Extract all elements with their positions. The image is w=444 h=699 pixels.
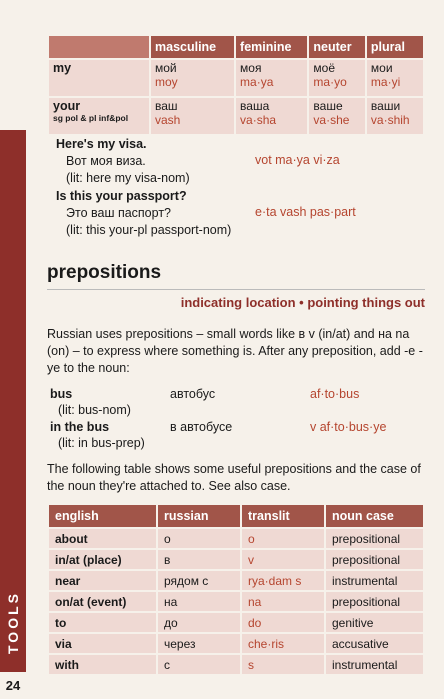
- prep-translit: rya·dam s: [242, 571, 324, 590]
- possessive-cell: [151, 60, 234, 96]
- table-row: [49, 571, 423, 590]
- prep-header: russian: [158, 505, 240, 527]
- prep-case: prepositional: [326, 550, 423, 569]
- example-question: Here's my visa.: [56, 137, 147, 151]
- prep-english: in/at (place): [49, 550, 156, 569]
- possessive-header: plural: [367, 36, 423, 58]
- possessive-header-blank: [49, 36, 149, 58]
- vocab-item: [50, 386, 131, 418]
- row-label-text: my: [53, 61, 72, 75]
- possessive-row-my: [49, 60, 423, 96]
- table-intro-paragraph: The following table shows some useful prepositions and the case of the noun they're attached to. See also case.: [47, 462, 421, 493]
- cyrillic: ваша: [240, 99, 270, 113]
- example-translit: e·ta vash pas·part: [255, 205, 356, 219]
- prep-russian: через: [158, 634, 240, 653]
- cyrillic: моё: [313, 61, 336, 75]
- vocab-english: in the bus: [50, 420, 110, 434]
- possessive-cell: [309, 60, 365, 96]
- prep-header: translit: [242, 505, 324, 527]
- table-row: [49, 655, 423, 674]
- prep-translit: s: [242, 655, 324, 674]
- vocab-literal: (lit: in bus-prep): [58, 436, 145, 450]
- intro-paragraph: Russian uses prepositions – small words like в v (in/at) and на na (on) – to express where something is. After any preposition, add -e -ye to the noun:: [47, 327, 423, 375]
- table-row: [49, 634, 423, 653]
- row-sublabel: sg pol & pl inf&pol: [53, 113, 129, 123]
- cyrillic: ваш: [155, 99, 178, 113]
- example-1: [56, 136, 190, 187]
- possessive-header: neuter: [309, 36, 365, 58]
- translit: ma·ya: [240, 75, 274, 89]
- prep-english: via: [49, 634, 156, 653]
- prep-case: accusative: [326, 634, 423, 653]
- section-subtitle: indicating location • pointing things out: [47, 289, 425, 310]
- prep-russian: о: [158, 529, 240, 548]
- prep-translit: o: [242, 529, 324, 548]
- prep-english: to: [49, 613, 156, 632]
- prep-translit: do: [242, 613, 324, 632]
- prep-case: instrumental: [326, 571, 423, 590]
- example-cyrillic: Вот моя виза.: [66, 154, 146, 168]
- translit: moy: [155, 75, 178, 89]
- prep-russian: с: [158, 655, 240, 674]
- vocab-translit: v af·to·bus·ye: [310, 420, 387, 434]
- table-row: [49, 550, 423, 569]
- prep-case: genitive: [326, 613, 423, 632]
- possessive-header-row: [49, 36, 423, 58]
- prep-english: about: [49, 529, 156, 548]
- page-number: 24: [0, 672, 26, 699]
- possessive-cell: [367, 98, 423, 134]
- translit: ma·yo: [313, 75, 347, 89]
- vocab-translit: af·to·bus: [310, 387, 360, 401]
- translit: va·sha: [240, 113, 277, 127]
- row-label: [49, 98, 149, 134]
- prep-header: english: [49, 505, 156, 527]
- cyrillic: ваши: [370, 99, 401, 113]
- prep-translit: na: [242, 592, 324, 611]
- translit: ma·yi: [370, 75, 401, 89]
- translit: vash: [155, 113, 181, 127]
- vocab-literal: (lit: bus-nom): [58, 403, 131, 417]
- row-label: [49, 60, 149, 96]
- cyrillic: ваше: [313, 99, 343, 113]
- prep-header: noun case: [326, 505, 423, 527]
- prep-case: prepositional: [326, 592, 423, 611]
- table-row: [49, 592, 423, 611]
- possessive-cell: [151, 98, 234, 134]
- possessive-cell: [236, 98, 307, 134]
- prep-english: with: [49, 655, 156, 674]
- translit: va·shih: [370, 113, 410, 127]
- vocab-cyrillic: в автобусе: [170, 420, 233, 434]
- example-translit: vot ma·ya vi·za: [255, 153, 340, 167]
- possessive-table: [47, 34, 425, 136]
- cyrillic: мой: [155, 61, 177, 75]
- prep-case: prepositional: [326, 529, 423, 548]
- prep-case: instrumental: [326, 655, 423, 674]
- possessive-cell: [236, 60, 307, 96]
- vocab-cyrillic: автобус: [170, 387, 216, 401]
- vocab-item: [50, 419, 145, 451]
- prep-header-row: [49, 505, 423, 527]
- side-tab-label: TOOLS: [5, 591, 21, 654]
- possessive-row-your: [49, 98, 423, 134]
- possessive-cell: [367, 60, 423, 96]
- example-literal: (lit: here my visa-nom): [66, 171, 190, 185]
- row-label-text: your: [53, 99, 81, 113]
- table-row: [49, 529, 423, 548]
- section-title: prepositions: [47, 262, 162, 283]
- possessive-header: feminine: [236, 36, 307, 58]
- cyrillic: мои: [370, 61, 393, 75]
- translit: va·she: [313, 113, 350, 127]
- prep-translit: v: [242, 550, 324, 569]
- prep-english: on/at (event): [49, 592, 156, 611]
- possessive-cell: [309, 98, 365, 134]
- example-2: [56, 188, 231, 239]
- prep-russian: в: [158, 550, 240, 569]
- prepositions-table: [47, 503, 425, 676]
- prep-russian: на: [158, 592, 240, 611]
- example-cyrillic: Это ваш паспорт?: [66, 206, 171, 220]
- example-literal: (lit: this your-pl passport-nom): [66, 223, 232, 237]
- vocab-english: bus: [50, 387, 73, 401]
- table-row: [49, 613, 423, 632]
- prep-russian: до: [158, 613, 240, 632]
- prep-translit: che·ris: [242, 634, 324, 653]
- example-question: Is this your passport?: [56, 189, 187, 203]
- possessive-header: masculine: [151, 36, 234, 58]
- prep-english: near: [49, 571, 156, 590]
- cyrillic: моя: [240, 61, 262, 75]
- prep-russian: рядом с: [158, 571, 240, 590]
